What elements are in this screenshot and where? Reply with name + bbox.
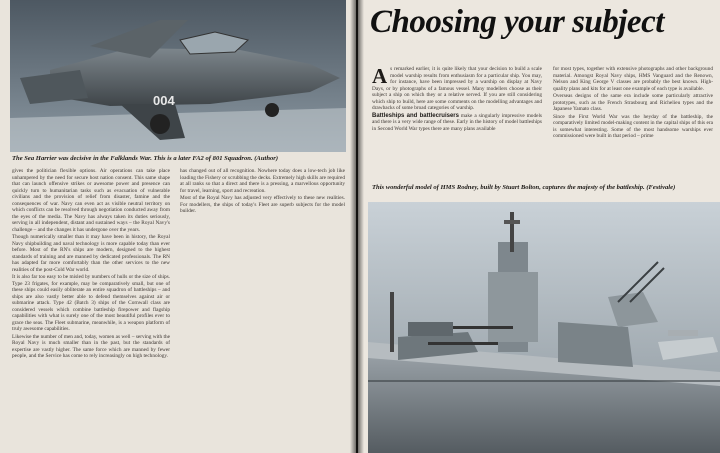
drop-cap: A — [372, 66, 388, 88]
right-photo-caption: This wonderful model of HMS Rodney, built by Stuart Bolton, captures the majesty of the battleship. (Festivale) — [372, 184, 676, 191]
right-column-1 — [372, 66, 542, 180]
sea-harrier-photo — [10, 0, 346, 152]
paragraph — [372, 113, 542, 133]
paragraph — [372, 66, 542, 112]
battleship-model-photo — [368, 202, 720, 453]
right-page — [358, 0, 720, 453]
section-heading: Battleships and battlecruisers — [372, 112, 459, 119]
paragraph: gives the politician flexible options. Air operations can take place unhampered by the need for secure host nation consent. This same shape that can launch offensive strikes or awesome power and presence can quickly turn to humanitarian tasks such as evacuation of vulnerable civilians and the provision of relief from disaster, famine and the consequences of war. Navy can even act as visible neutral territory on which conflicts can be resolved through negotiation conducted away from the eyes of the media. The Navy has always taken its duties seriously, serving in all independent, distant and sustained ways – the Royal Navy's challenge – and the changes it has undergone over the years. — [12, 168, 170, 233]
paragraph: Overseas designs of the same era include some particularly attractive prototypes, such as the French Strasbourg and Richelieu types and the Japanese Yamato class. — [553, 93, 713, 112]
paragraph: Since the First World War was the heyday of the battleship, the comparatively limited model-making content in the capital ships of this era is somewhat interesting. Some of the most handsome warships ever commissioned were built in that period – prime — [553, 113, 713, 139]
paragraph: It is also far too easy to be misled by numbers of hulls or the size of ships. Type 23 frigates, for example, may be comparatively small, but one of these ships could easily obliterate an entire squadron of battleships – and ships are also vastly better able to defend themselves against air or submarine attack. Type 42 (Batch 3) ships of the Cornwall class are considered vessels which combine battleship firepower and flagship capabilities with what is surely one of the most beautiful profiles ever to grace the seas. The Fleet submarine, meanwhile, is a weapon platform of truly awesome capabilities. — [12, 274, 170, 332]
paragraph: for most types, together with extensive photographs and other background material. Amongst Royal Navy ships, HMS Vanguard and the Renown, Nelson and King George V classes are probably the best known. High-quality plans and kits for at least one example of each type is available. — [553, 66, 713, 92]
paragraph: Though numerically smaller than it may have been in history, the Royal Navy shipbuilding and naval technology is more capable today than ever before. Most of the RN's ships are modern, designed to the highest standards of training and are manned by dedicated professionals. The RN has adapted far more comfortably than the other services to the new realities of the post-Cold War world. — [12, 234, 170, 273]
sea-harrier-jet-photo-icon — [10, 0, 346, 152]
paragraph: has changed out of all recognition. Nowhere today does a low-tech job like loading the Fishery or scrubbing the decks. Extremely high skills are required at all ranks so that a direct and there is a pressing, a marvellous opportunity for travel, learning, sport and recreation. — [180, 168, 345, 194]
battleship-model-photo-icon — [368, 202, 720, 453]
paragraph: Most of the Royal Navy has adjusted very effectively to these new realities. For modellers, the ships of today's Fleet are superb subjects for the model builder. — [180, 195, 345, 214]
left-photo-caption: The Sea Harrier was decisive in the Falklands War. This is a later FA2 of 801 Squadron. (Author) — [12, 155, 279, 162]
book-gutter — [350, 0, 364, 453]
chapter-title: Choosing your subject — [370, 4, 664, 40]
right-column-2 — [553, 66, 713, 180]
paragraph: Likewise the number of men and, today, women as well – serving with the Royal Navy is much smaller than in the past, but the standards of expertise are vastly higher. The same force which are manned by fewer people, and the Service has come to rely increasingly on high technology. — [12, 333, 170, 359]
left-page — [0, 0, 356, 453]
left-column-2 — [180, 168, 345, 270]
section-text: make a singularly impressive models and there is a very wide range of these. Early in the history of model battleships in Second World War types there are many plans available — [372, 112, 542, 132]
aircraft-marking: 004 — [153, 93, 175, 108]
left-column-1 — [12, 168, 170, 453]
intro-text: s remarked earlier, it is quite likely that your decision to build a scale model warship results from enthusiasm for a particular ship. You may, for instance, have been impressed by a warship on display at Navy Days, or by photographs of a famous vessel. Many modellers choose as their subject a ship on which they or a relative served. If you are still considering which ship to build, here are some comments on the modelling advantages and drawbacks of some broad categories of warship. — [372, 66, 542, 111]
